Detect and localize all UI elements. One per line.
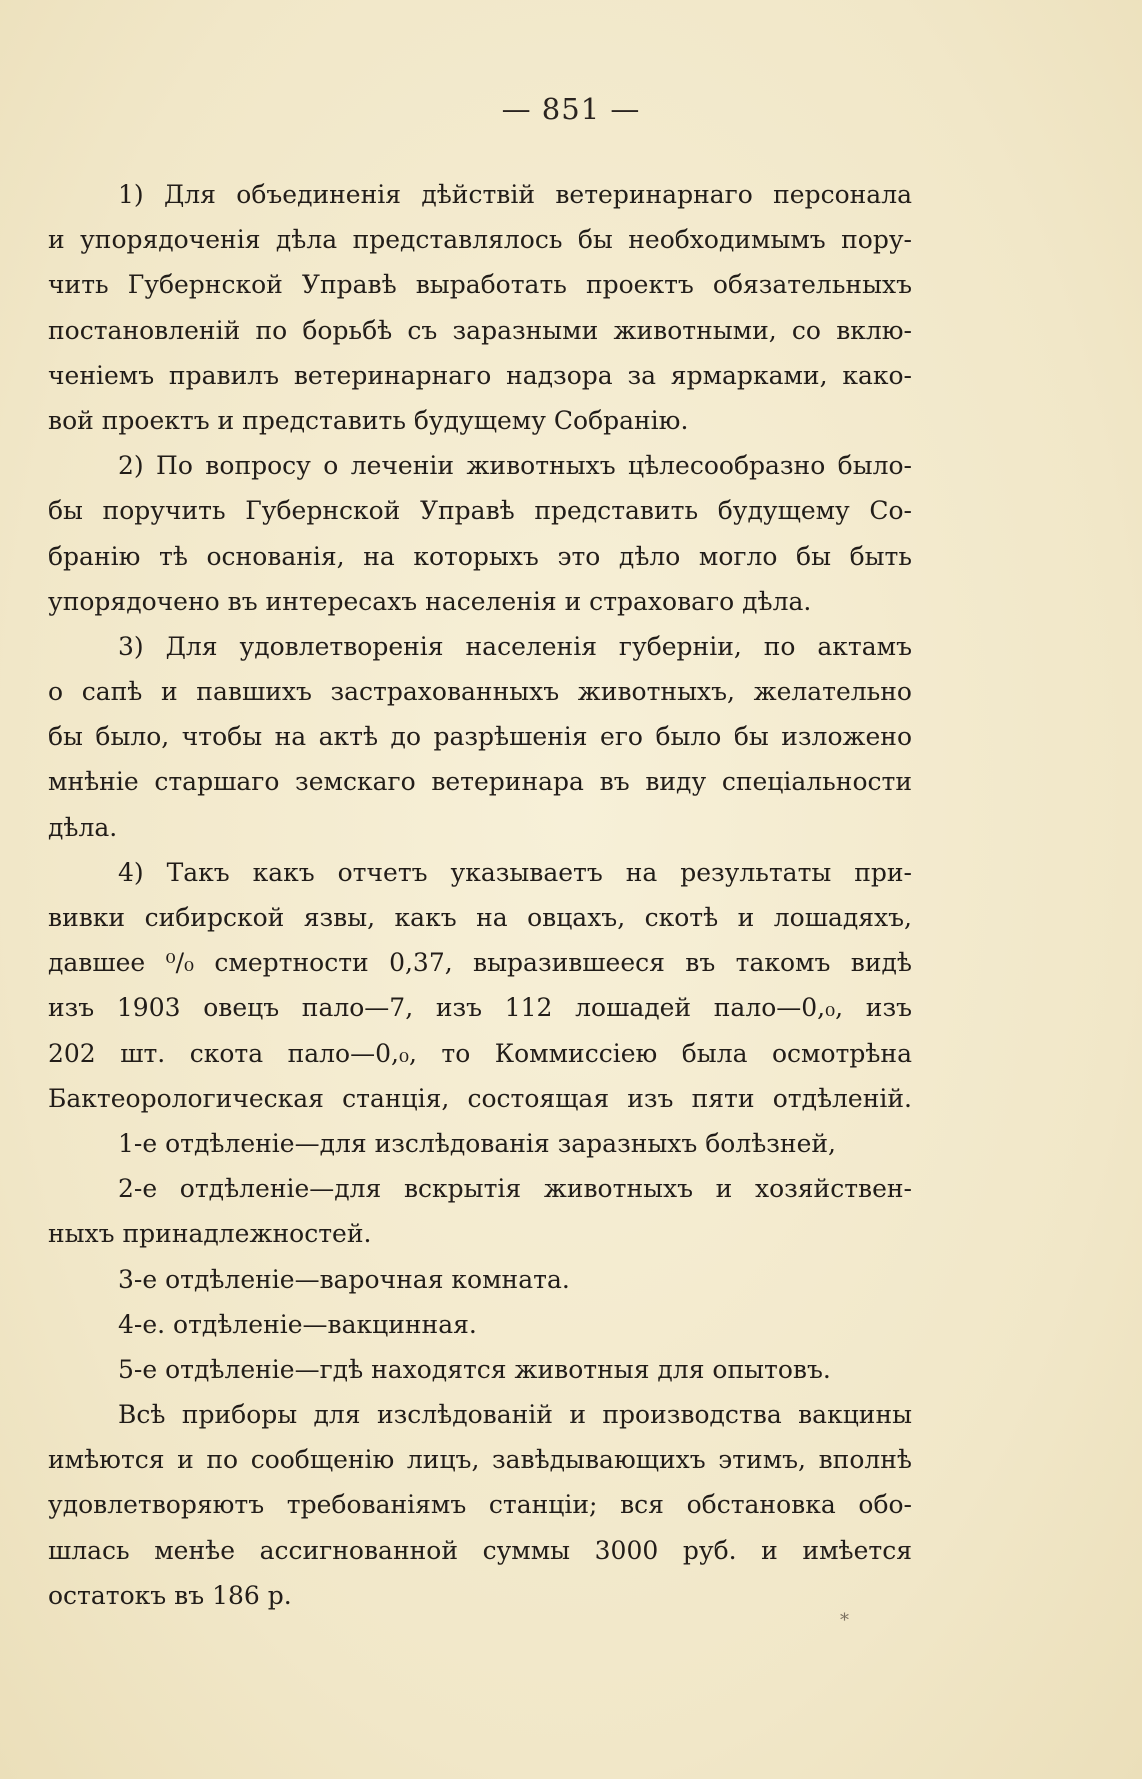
text-line: 2) По вопросу о леченіи животныхъ цѣлесообразно было- [118,451,912,481]
text-line: 4-е. отдѣленіе—вакцинная. [118,1309,477,1339]
text-line: 1-е отдѣленіе—для изслѣдованія заразныхъ болѣзней, [118,1128,836,1158]
page-body-text [48,172,912,1618]
footer-asterisk: * [840,1610,849,1631]
text-line: постановленій по борьбѣ съ заразными животными, со вклю- [48,315,912,345]
page-number: — 851 — [501,92,641,126]
text-line: шлась менѣе ассигнованной суммы 3000 руб. и имѣется [48,1535,912,1565]
text-line: бы было, чтобы на актѣ до разрѣшенія его было бы изложено [48,722,912,752]
text-line: бы поручить Губернской Управѣ представить будущему Со- [48,496,912,526]
text-line: вой проектъ и представить будущему Собранію. [48,405,689,435]
text-line: дѣла. [48,812,118,842]
text-line: 5-е отдѣленіе—гдѣ находятся животныя для опытовъ. [118,1354,831,1384]
text-line: о сапѣ и павшихъ застрахованныхъ животныхъ, желательно [48,677,912,707]
text-line: удовлетворяютъ требованіямъ станціи; вся обстановка обо- [48,1490,912,1520]
text-line: 2-е отдѣленіе—для вскрытія животныхъ и хозяйствен- [118,1174,912,1204]
text-line: мнѣніе старшаго земскаго ветеринара въ виду спеціальности [48,767,912,797]
text-line: Бактеорологическая станція, состоящая изъ пяти отдѣленій. [48,1083,912,1113]
text-line: 4) Такъ какъ отчетъ указываетъ на результаты при- [118,857,912,887]
text-line: ныхъ принадлежностей. [48,1219,372,1249]
text-line: бранію тѣ основанія, на которыхъ это дѣло могло бы быть [48,541,912,571]
text-line: упорядочено въ интересахъ населенія и страховаго дѣла. [48,586,812,616]
text-line: Всѣ приборы для изслѣдованій и производства вакцины [118,1400,912,1430]
text-line: 1) Для объединенія дѣйствій ветеринарнаго персонала [118,180,912,209]
text-line: 3-е отдѣленіе—варочная комната. [118,1264,570,1294]
text-line: давшее ⁰/₀ смертности 0,37, выразившееся въ такомъ видѣ [48,948,912,978]
text-line: 202 шт. скота пало—0,₀, то Коммиссіею была осмотрѣна [48,1038,912,1068]
text-line: 3) Для удовлетворенія населенія губерніи, по актамъ [118,631,912,661]
text-line: изъ 1903 овецъ пало—7, изъ 112 лошадей пало—0,₀, изъ [48,993,912,1023]
text-line: ченіемъ правилъ ветеринарнаго надзора за ярмарками, како- [48,360,912,390]
text-line: имѣются и по сообщенію лицъ, завѣдывающихъ этимъ, вполнѣ [48,1445,912,1475]
text-line: и упорядоченія дѣла представлялось бы необходимымъ пору- [48,225,912,255]
text-line: остатокъ въ 186 р. [48,1580,292,1610]
text-line: вивки сибирской язвы, какъ на овцахъ, скотѣ и лошадяхъ, [48,903,912,932]
text-line: чить Губернской Управѣ выработать проектъ обязательныхъ [48,270,912,300]
